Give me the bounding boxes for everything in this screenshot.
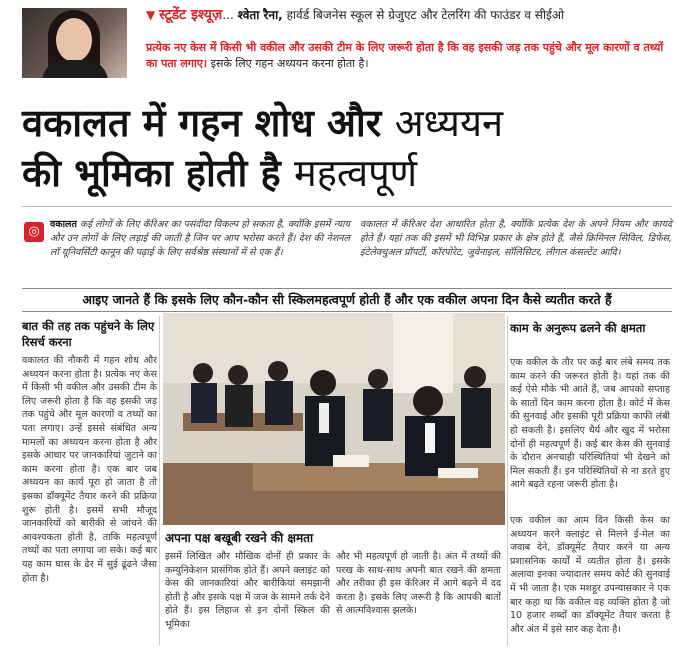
lead-word: वकालत: [50, 219, 77, 230]
section-label: स्टूडेंट इश्यूज़: [159, 7, 223, 23]
headline-part-1: वकालत में गहन शोध और: [22, 101, 382, 145]
right-section-body-2: एक वकील का आम दिन किसी केस का अध्ययन करने क्लाइंट से मिलने ई-मेल का जवाब देने, डॉक्यूमेंट तैयार करने या अन्य प्रशासनिक कार्यों में व्यतीत होता है। इसके अलावा इनका ज्यादातर समय कोर्ट की सुनवाई में भी जाता है। एक मशहूर उपन्यासकार ने एक बार कहा था कि वकील वह व्यक्ति होता है जो 10 हजार शब्दों का डॉक्यूमेंट तैयार करता है और अंत में इसे सार कह देता है।: [510, 515, 670, 635]
lead-right: वकालत में कॅरिअर देश आधारित होता है, क्योंकि प्रत्येक देश के अपने नियम और कायदे होते हैं। यहां तक की इसमें भी विभिन्न प्रकार के क्षेत्र होते हैं, जैसे क्रिमिनल सिविल, डिफेंस, इंटेलेक्चुअल प्रॉपर्टी, कॉरपोरेट, जुवेनाइल, सॉलिसिटर, लीगल कंसल्टेंट आदि।: [360, 219, 672, 258]
headline-part-4: महत्वपूर्ण: [293, 151, 418, 195]
down-triangle-icon: ▼: [146, 8, 156, 22]
column-divider: [159, 316, 160, 646]
column-divider-right: [507, 316, 508, 646]
headline-rule: [22, 206, 672, 207]
left-section-heading: बात की तह तक पहुंचने के लिए रिसर्च करना: [22, 319, 155, 349]
author-role: हार्वर्ड बिजनेस स्कूल से ग्रेजुएट और टेलरिंग की फाउंडर व सीईओ: [282, 8, 565, 22]
intro-rest: इसके लिए गहन अध्ययन करना होता है।: [207, 57, 369, 70]
headline-part-3: की भूमिका होती है: [22, 151, 281, 195]
headline: [22, 98, 672, 198]
target-icon: ◎: [24, 222, 44, 242]
section-banner: आइए जानते हैं कि इसके लिए कौन-कौन सी स्किलमहत्वपूर्ण होती हैं और एक वकील अपना दिन कैसे व्यतीत करते हैं: [22, 288, 672, 312]
kicker-line: [146, 6, 676, 24]
lead-left: [50, 218, 350, 260]
bottom-col-2: और भी महत्वपूर्ण हो जाती है। अंत में तथ्यों की परख के साथ-साथ अपनी बात रखने की क्षमता और तरीका ही इस कॅरिअर में आगे बढ़ने में दद करता है। इसके लिए जरूरी है कि आपकी बातों से आत्मविश्वास झलके।: [336, 551, 501, 617]
classroom-photo: [163, 313, 505, 525]
bottom-section-heading: अपना पक्ष बखूबी रखने की क्षमता: [165, 531, 314, 545]
bottom-col-1: इसमें लिखित और मौखिक दोनों ही प्रकार के कम्युनिकेशन प्रासंगिक होते हैं। अपने क्लाइंट को केस की जानकारियां और बारीकियां समझानी होती है और इसके पक्ष में जज के सामने तर्क देने होते हैं। इस लिहाज से इन दोनों स्किल की भूमिका: [165, 551, 330, 630]
headline-part-2: अध्ययन: [394, 101, 504, 145]
lead-left-text: कई लोगों के लिए कॅरिअर का पसंदीदा विकल्प हो सकता है, क्योंकि इसमें न्याय और उन लोगों के लिए लड़ाई की जाती है जिन पर आप भरोसा करते हैं। देश की नेशनल लॉ यूनिवर्सिटी कानून की पढ़ाई के लिए सर्वश्रेष्ठ संस्थानों में से एक हैं।: [50, 219, 350, 258]
author-photo: [22, 8, 127, 78]
left-section-body: वकालत की नौकरी में गहन शोध और अध्ययन करना होता है। प्रत्येक नए केस में किसी भी वकील और उसकी टीम के लिए जरूरी होता है कि वह इसकी जड़ तक पहुंचे और मूल कारणों व तथ्यों का पता लगाए। उन्हें इससे संबंधित अन्य मामलों का अध्ययन करना होता है और इसके आधार पर जानकारियां जुटाने का काम करना होता है। एक बार जब अध्ययन का कार्य पूरा हो जाता है तो इसका डॉक्यूमेंट तैयार करने की प्रक्रिया शुरू होती है। इसमें सभी मौजूद जानकारियों को बारीकी से जांचने की आवश्यकता होती है, ताकि महत्वपूर्ण तथ्यों का पता लगाया जा सके। कई बार यह काम घास के ढेर में सुई ढूंढने जैसा होता है।: [22, 355, 157, 584]
intro-highlight: प्रत्येक नए केस में किसी भी वकील और उसकी टीम के लिए जरूरी होता है कि वह इसकी जड़ तक पहुंचे और मूल कारणों व तथ्यों का पता लगाए।: [146, 41, 664, 70]
intro-text: [146, 40, 668, 72]
kicker-ellipsis: ...: [222, 8, 234, 22]
right-section-body-1: एक वकील के तौर पर कई बार लंबे समय तक काम करने की जरूरत होती है। यहां तक की कई ऐसे मौके भी आते हैं, जब आपको सप्ताह के सातों दिन काम करना होता है। कोर्ट में केस की सुनवाई और इसकी पूरी प्रक्रिया काफी लंबी हो सकती है। इसलिए धैर्य और खुद में भरोसा दोनों ही महत्वपूर्ण हैं। कई बार केस की सुनवाई के दौरान अनचाही परिस्थितियां भी देखने को मिल सकती हैं। इन परिस्थितियों से ना डरते हुए आगे बढ़ते रहना जरूरी होता है।: [510, 357, 670, 491]
right-section-heading: काम के अनुरूप ढलने की क्षमता: [510, 321, 646, 335]
author-name: श्वेता रैना,: [237, 8, 283, 22]
